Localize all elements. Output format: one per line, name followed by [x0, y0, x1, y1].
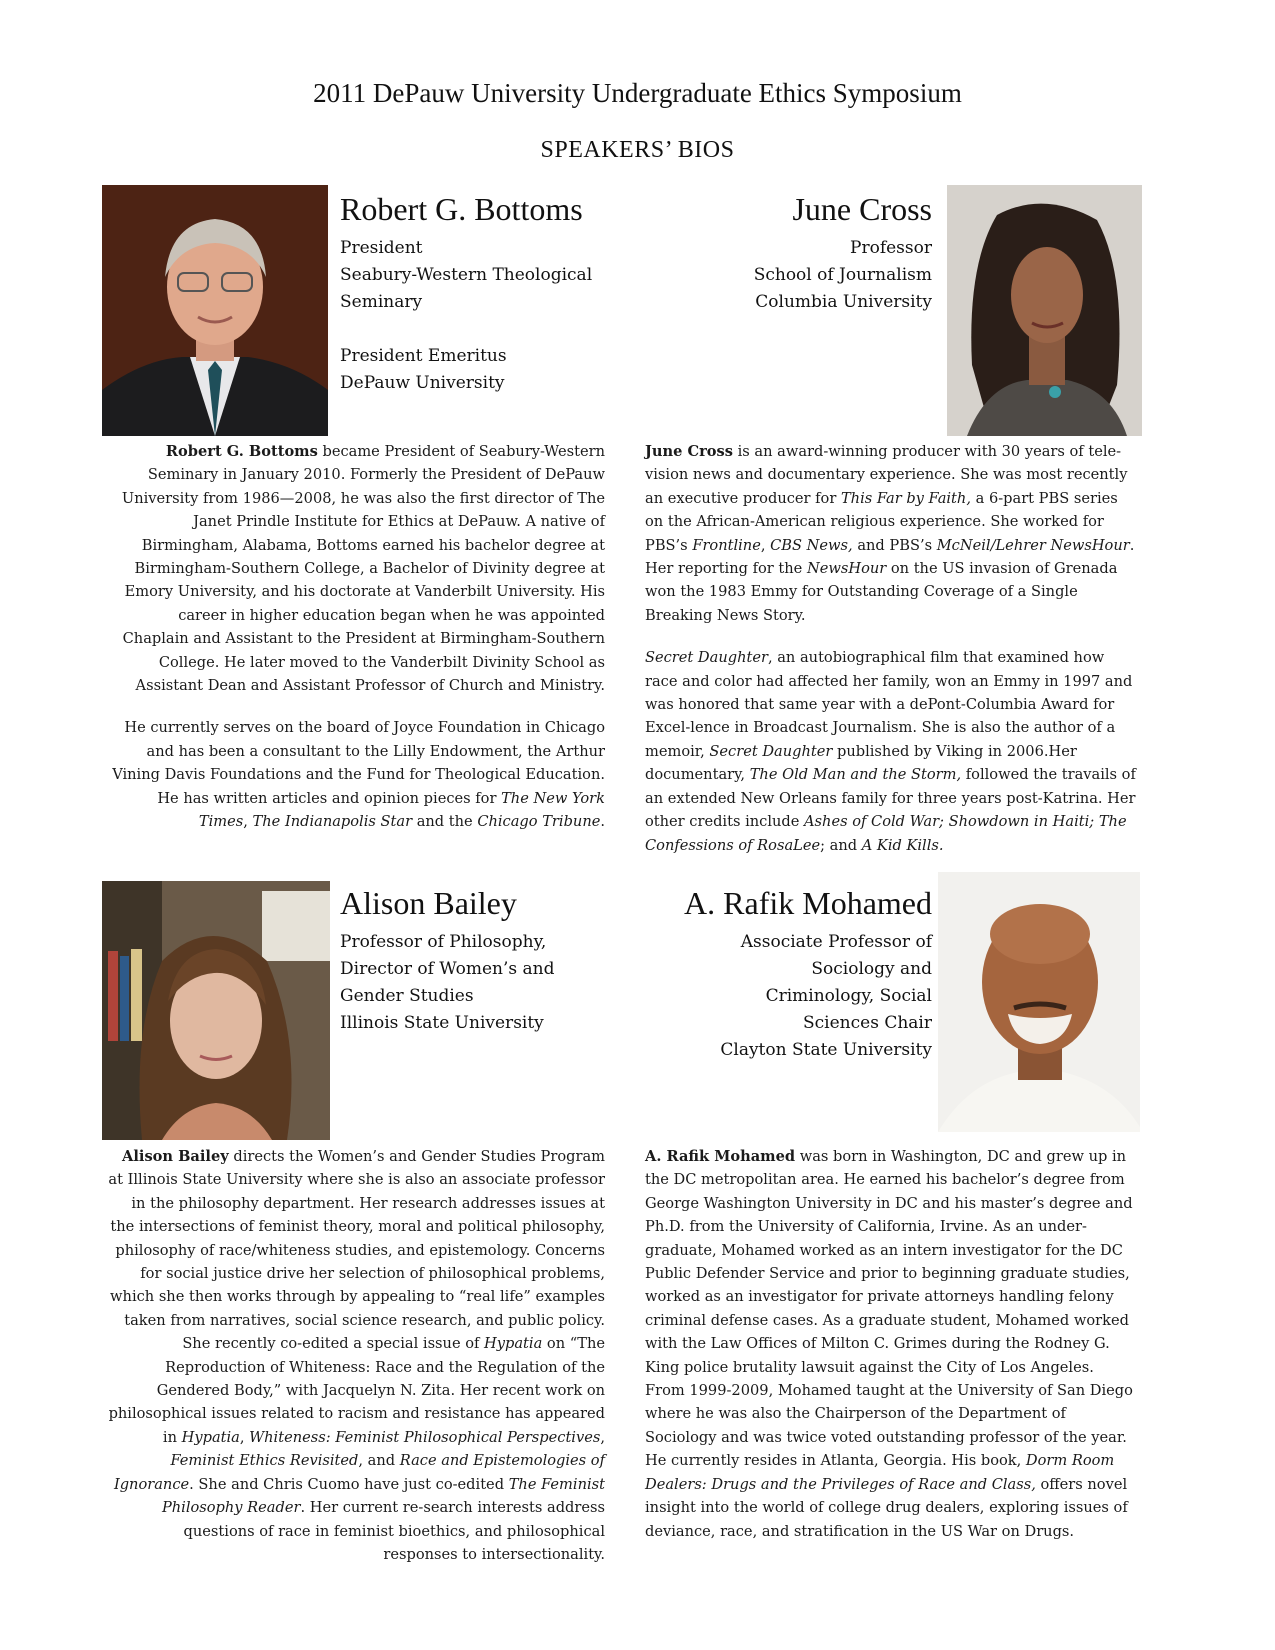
speaker-info-bailey: [340, 883, 640, 1037]
speaker-role: Clayton State University: [720, 1040, 932, 1060]
bio-italic-text: Chicago Tribune: [477, 813, 601, 831]
bio-bold-text: Alison Bailey: [122, 1148, 229, 1165]
bio-italic-text: Feminist Ethics Revisited: [170, 1452, 359, 1470]
bio-italic-text: Secret Daughter: [709, 742, 833, 760]
speaker-name: June Cross: [792, 191, 932, 227]
speaker-bio-cross: [645, 440, 1137, 876]
bio-text: .: [600, 813, 605, 831]
bio-bold-text: A. Rafik Mohamed: [645, 1148, 796, 1165]
bio-italic-text: Dorm Room Dealers: Drugs and the Privileges of Race and Class,: [645, 1452, 1115, 1493]
bio-paragraph: [645, 1145, 1137, 1543]
bio-text: on the US invasion of Grenada won the 1983 Emmy for Outstanding Coverage of a Single Breaking News Story.: [645, 560, 1118, 624]
bio-text: , and: [358, 1452, 400, 1470]
bio-italic-text: Race and Epistemologies of Ignorance: [113, 1452, 605, 1493]
bio-italic-text: A Kid Kills.: [861, 836, 944, 854]
bio-italic-text: Whiteness: Feminist Philosophical Perspectives: [249, 1428, 601, 1446]
speaker-role: DePauw University: [340, 373, 505, 393]
bio-italic-text: CBS News,: [770, 536, 853, 554]
bio-paragraph: [108, 440, 605, 697]
bio-italic-text: The Old Man and the Storm,: [749, 766, 962, 784]
bio-italic-text: The Indianapolis Star: [252, 813, 413, 831]
bio-text: ,: [243, 813, 253, 831]
bio-text: . She and Chris Cuomo have just co-edited: [189, 1475, 509, 1493]
speaker-role: Professor of Philosophy,: [340, 932, 547, 952]
bio-paragraph: [108, 1145, 605, 1566]
speaker-bio-bottoms: [108, 440, 605, 853]
bio-text: ,: [760, 536, 771, 554]
bio-text: followed the travails of an extended New Orleans family for three years post-Katrina. Her other credits include: [645, 766, 1136, 831]
speaker-role: Sciences Chair: [803, 1013, 932, 1033]
speaker-info-cross: [640, 189, 932, 316]
bio-paragraph: [645, 646, 1137, 857]
bio-text: became President of Seabury-Western Seminary in January 2010. Formerly the President of DePauw University from 1986—2008, he was also the first director of The Janet Prindle Institute for Ethics at DePauw. A native of Birmingham, Alabama, Bottoms earned his bachelor degree at Birmingham-Southern College, a Bachelor of Divinity degree at Emory University, and his doctorate at Vanderbilt University. His career in higher education began when he was appointed Chaplain and Assistant to the President at Birmingham-Southern College. He later moved to the Vanderbilt Divinity School as Assistant Dean and Assistant Professor of Church and Ministry.: [121, 443, 605, 695]
bio-bold-text: June Cross: [645, 443, 733, 460]
speaker-name: Robert G. Bottoms: [340, 191, 583, 227]
bio-italic-text: This Far by Faith,: [840, 489, 971, 507]
bio-paragraph: [108, 716, 605, 833]
speaker-role: Criminology, Social: [765, 986, 932, 1006]
bio-italic-text: The New York Times: [198, 789, 605, 831]
speaker-name: A. Rafik Mohamed: [684, 885, 932, 921]
speaker-role: Illinois State University: [340, 1013, 544, 1033]
speaker-bio-bailey: [108, 1145, 605, 1585]
speaker-photo-bottoms: [102, 185, 328, 436]
bio-text: offers novel insight into the world of college drug dealers, exploring issues of deviance, race, and stratification in the US War on Drugs.: [645, 1475, 1128, 1540]
bio-italic-text: Frontline: [692, 536, 761, 554]
bio-text: . Her current re-search interests address questions of race in feminist bioethics, and philosophical responses to intersectionality.: [183, 1499, 605, 1563]
bio-text: is an award-winning producer with 30 years of tele-vision news and documentary experience. She was most recently an executive producer for: [645, 443, 1128, 507]
bio-text: on “The Reproduction of Whiteness: Race and the Regulation of the Gendered Body,” with Jacquelyn N. Zita. Her recent work on philosophical issues related to racism and resistance has appeared in: [108, 1335, 605, 1446]
speaker-role: Associate Professor of: [740, 932, 932, 952]
speaker-info-mohamed: [620, 883, 932, 1064]
speaker-photo-cross: [947, 185, 1142, 436]
bio-italic-text: McNeil/Lehrer NewsHour: [936, 536, 1130, 554]
bio-text: and PBS’s: [852, 536, 937, 554]
speaker-photo-bailey: [102, 881, 330, 1140]
bio-text: ; and: [820, 836, 862, 854]
document-title: 2011 DePauw University Undergraduate Ethics Symposium: [313, 78, 962, 108]
speaker-role: Seminary: [340, 292, 423, 312]
bio-italic-text: Hypatia: [181, 1428, 240, 1446]
bio-paragraph: [645, 440, 1137, 627]
bio-italic-text: Secret Daughter: [645, 649, 768, 667]
speaker-name: Alison Bailey: [340, 885, 517, 921]
speaker-role: School of Journalism: [753, 265, 932, 285]
bio-italic-text: Hypatia: [484, 1335, 543, 1353]
speaker-bio-mohamed: [645, 1145, 1137, 1562]
speaker-info-bottoms: [340, 189, 640, 397]
bio-text: ,: [239, 1428, 250, 1446]
bio-italic-text: Ashes of Cold War; Showdown in Haiti; The Confessions of RosaLee: [645, 813, 1127, 854]
speaker-role: Columbia University: [755, 292, 932, 312]
bio-text: . Her reporting for the: [645, 536, 1135, 578]
bio-text: and the: [412, 813, 478, 831]
document-subtitle: SPEAKERS’ BIOS: [540, 137, 735, 163]
bio-text: directs the Women’s and Gender Studies Program at Illinois State University where she is also an associate professor in the philosophy department. Her research addresses issues at the intersections of feminist theory, moral and political philosophy, philosophy of race/whiteness studies, and epistemology. Concerns for social justice drive her selection of philosophical problems, which she then works through by appealing to “real life” examples taken from narratives, social science research, and public policy. She recently co-edited a special issue of: [108, 1148, 605, 1353]
bio-text: published by Viking in 2006.Her documentary,: [645, 742, 1077, 784]
bio-text: , an autobiographical film that examined how race and color had affected her family, won an Emmy in 1997 and was honored that same year with a dePont-Columbia Award for Excel-lence in Broadcast Journalism. She is also the author of a memoir,: [645, 649, 1133, 760]
speaker-photo-mohamed: [938, 872, 1140, 1132]
speaker-role: Gender Studies: [340, 986, 474, 1006]
bio-italic-text: The Feminist Philosophy Reader: [161, 1475, 605, 1517]
speaker-role: President Emeritus: [340, 346, 507, 366]
bio-bold-text: Robert G. Bottoms: [165, 443, 318, 460]
speaker-role: Director of Women’s and: [340, 959, 555, 979]
bio-text: ,: [600, 1428, 605, 1446]
bio-text: was born in Washington, DC and grew up in the DC metropolitan area. He earned his bachelor’s degree from George Washington University in DC and his master’s degree and Ph.D. from the University of California, Irvine. As an under-graduate, Mohamed worked as an intern investigator for the DC Public Defender Service and prior to beginning graduate studies, worked as an investigator for private attorneys handling felony criminal defense cases. As a graduate student, Mohamed worked with the Law Offices of Milton C. Grimes during the Rodney G. King police brutality lawsuit against the City of Los Angeles. From 1999-2009, Mohamed taught at the University of San Diego where he was also the Chairperson of the Department of Sociology and was twice voted outstanding professor of the year. He currently resides in Atlanta, Georgia. His book,: [645, 1148, 1133, 1470]
speaker-role: Sociology and: [811, 959, 932, 979]
speaker-role: Professor: [850, 238, 932, 258]
speaker-role: Seabury-Western Theological: [340, 265, 593, 285]
bio-text: He currently serves on the board of Joyce Foundation in Chicago and has been a consultant to the Lilly Endowment, the Arthur Vining Davis Foundations and the Fund for Theological Education. He has written articles and opinion pieces for: [112, 719, 605, 807]
speaker-role: President: [340, 238, 423, 258]
bio-text: a 6-part PBS series on the African-American religious experience. She worked for PBS’s: [645, 489, 1118, 554]
bio-italic-text: NewsHour: [806, 560, 887, 578]
